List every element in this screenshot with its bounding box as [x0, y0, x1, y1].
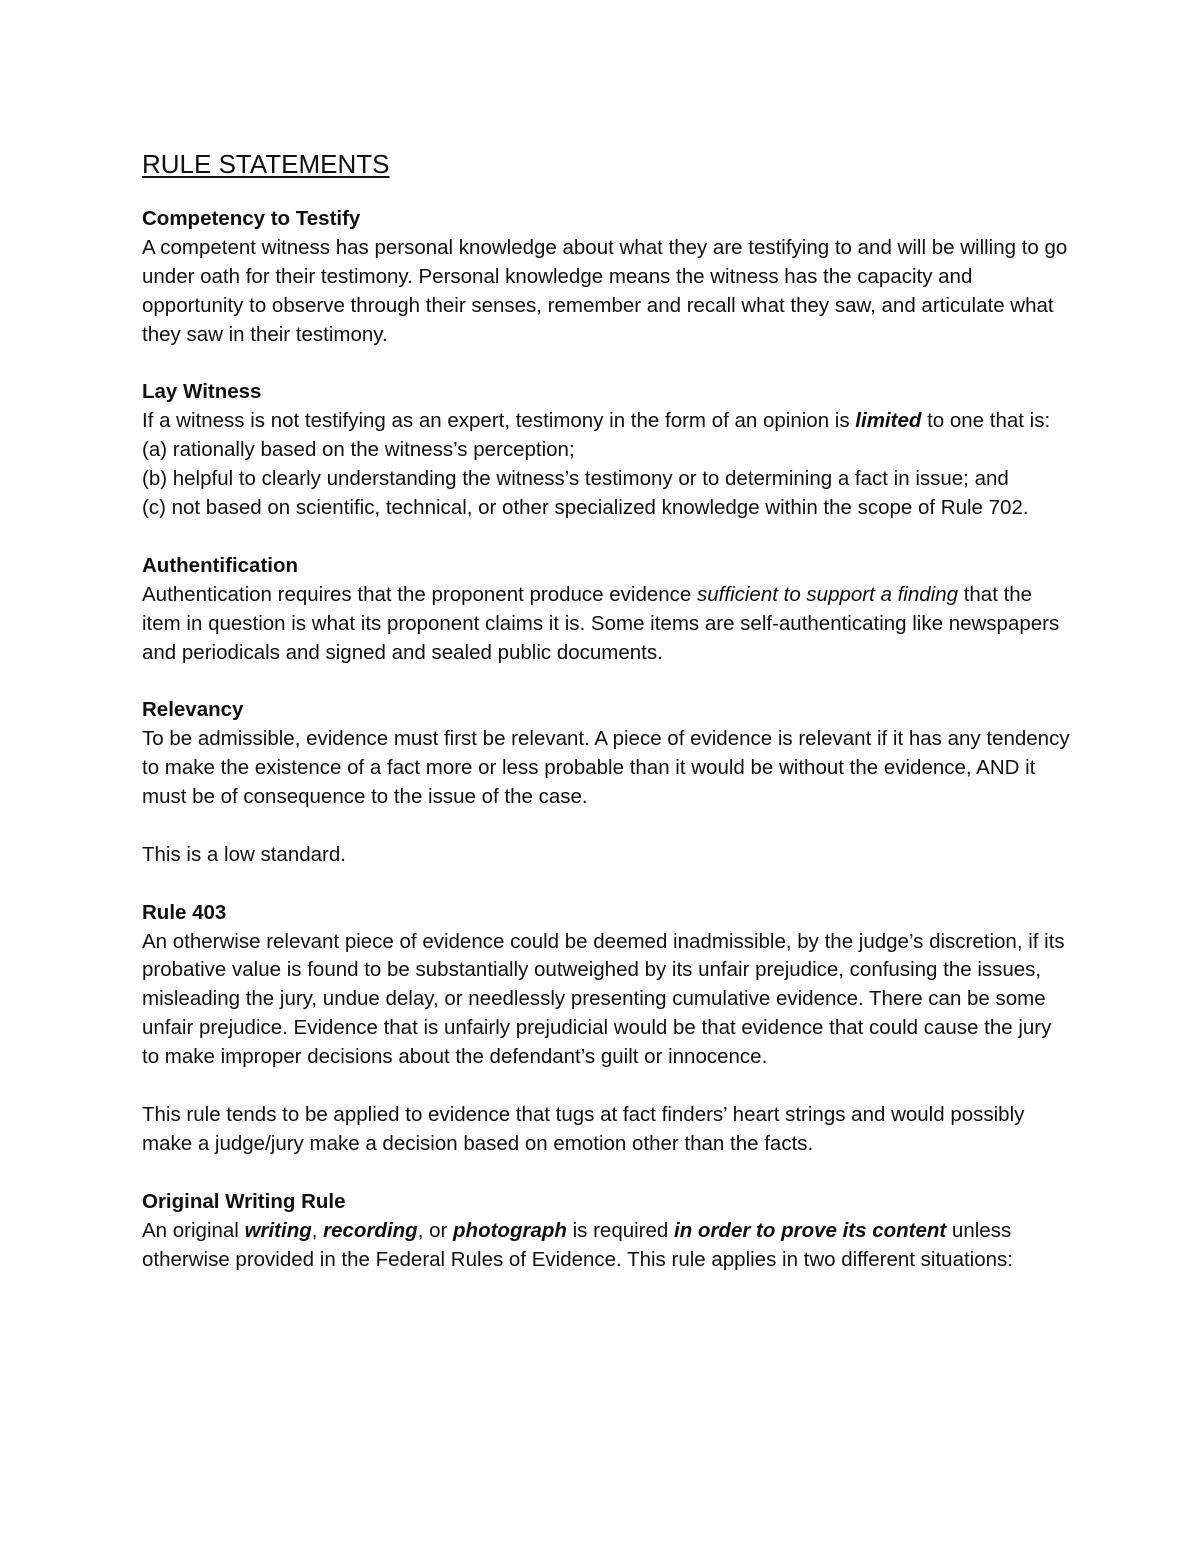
section-heading-original-writing: Original Writing Rule: [142, 1189, 346, 1213]
section-heading-authentification: Authentification: [142, 553, 299, 577]
section-text-competency: A competent witness has personal knowledge about what they are testifying to and will be willing to go under oath for their testimony. Personal knowledge means the witness has the capacity and opportunity to observe through their senses, remember and recall what they saw, and articulate what they saw in their testimony.: [142, 235, 1068, 346]
list-item: (b) helpful to clearly understanding the witness’s testimony or to determining a fact in issue; and: [142, 467, 1009, 491]
section-rule-403: [142, 899, 1072, 1159]
owr-emphasis-writing: writing: [244, 1218, 312, 1242]
section-competency: [142, 205, 1072, 350]
owr-emphasis-content: in order to prove its content: [674, 1218, 947, 1242]
owr-text: , or: [417, 1218, 454, 1242]
section-text-authentification: [142, 581, 1072, 668]
section-authentification: [142, 552, 1072, 668]
intro-text: If a witness is not testifying as an expert, testimony in the form of an opinion is: [142, 409, 856, 433]
auth-text: Authentication requires that the proponent produce evidence: [142, 582, 698, 606]
section-note-relevancy: This is a low standard.: [142, 842, 346, 866]
section-text-relevancy: To be admissible, evidence must first be relevant. A piece of evidence is relevant if it has any tendency to make the existence of a fact more or less probable than it would be without the evidence, AND it must be of consequence to the issue of the case.: [142, 727, 1070, 809]
auth-emphasis: sufficient to support a finding: [697, 582, 958, 606]
owr-text: is required: [566, 1218, 675, 1242]
section-lay-witness: [142, 378, 1072, 523]
section-text-original-writing: [142, 1217, 1072, 1275]
owr-emphasis-recording: recording: [323, 1218, 418, 1242]
auth-text-end: that the item in question is what its proponent claims it is. Some items are self-authenticating like newspapers and periodicals and signed and sealed public documents.: [142, 582, 1060, 664]
owr-text: An original: [142, 1218, 245, 1242]
list-item: (c) not based on scientific, technical, or other specialized knowledge within the scope of Rule 702.: [142, 496, 1029, 520]
section-text-rule-403: An otherwise relevant piece of evidence could be deemed inadmissible, by the judge’s discretion, if its probative value is found to be substantially outweighed by its unfair prejudice, confusing the issues, misleading the jury, undue delay, or needlessly presenting cumulative evidence. There can be some unfair prejudice. Evidence that is unfairly prejudicial would be that evidence that could cause the jury to make improper decisions about the defendant’s guilt or innocence.: [142, 929, 1065, 1069]
section-heading-rule-403: Rule 403: [142, 900, 227, 924]
section-note-rule-403: This rule tends to be applied to evidence that tugs at fact finders’ heart strings and would possibly make a judge/jury make a decision based on emotion other than the facts.: [142, 1103, 1025, 1155]
intro-text-end: to one that is:: [921, 409, 1051, 433]
intro-emphasis: limited: [855, 409, 922, 433]
owr-emphasis-photograph: photograph: [453, 1218, 567, 1242]
list-item: (a) rationally based on the witness’s perception;: [142, 438, 575, 462]
section-relevancy: [142, 696, 1072, 869]
owr-text-end: unless otherwise provided in the Federal Rules of Evidence. This rule applies in two different situations:: [142, 1218, 1013, 1271]
section-heading-relevancy: Relevancy: [142, 698, 244, 722]
page-title: RULE STATEMENTS: [142, 149, 390, 179]
section-heading-competency: Competency to Testify: [142, 207, 361, 230]
document-content: [142, 147, 1072, 1274]
section-original-writing: [142, 1188, 1072, 1275]
owr-text: ,: [311, 1218, 324, 1242]
section-heading-lay-witness: Lay Witness: [142, 380, 262, 404]
section-text-lay-witness-intro: [142, 407, 1072, 436]
